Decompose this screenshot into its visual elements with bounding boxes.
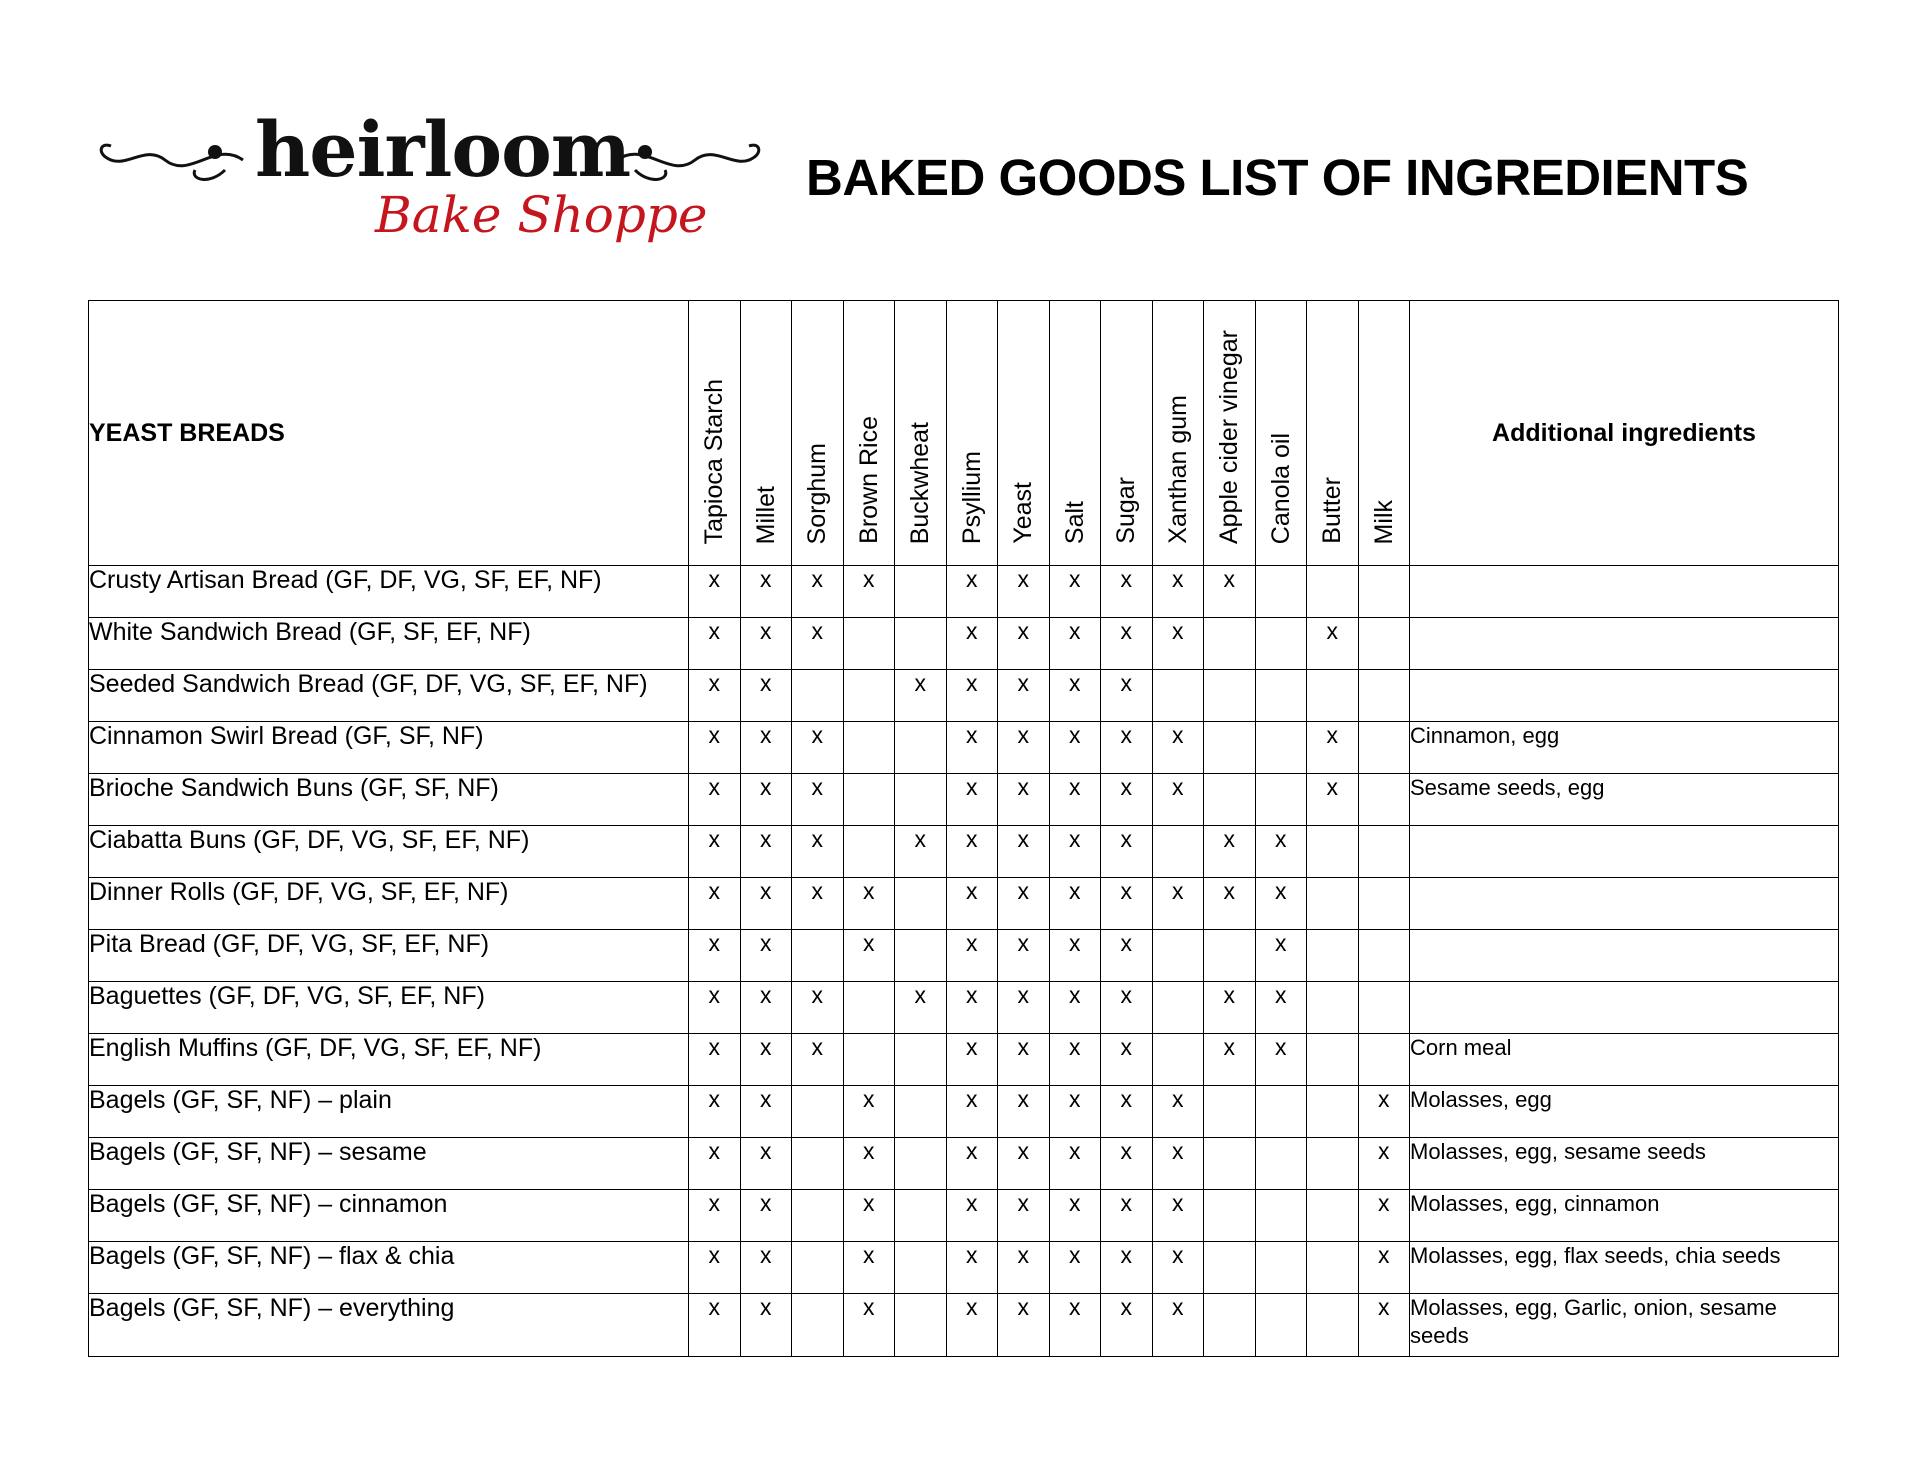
table-row	[89, 930, 1839, 982]
ingredient-mark	[1152, 826, 1204, 878]
ingredient-mark	[895, 930, 947, 982]
ingredient-mark: x	[1101, 722, 1153, 774]
ingredient-mark	[895, 1138, 947, 1190]
ingredient-mark	[895, 1294, 947, 1357]
ingredient-header	[998, 301, 1050, 566]
ingredient-mark	[1307, 1294, 1359, 1357]
table-row	[89, 878, 1839, 930]
ingredient-mark: x	[1255, 982, 1307, 1034]
ingredient-header	[1204, 301, 1256, 566]
product-name: English Muffins (GF, DF, VG, SF, EF, NF)	[89, 1034, 689, 1086]
ingredient-mark: x	[946, 618, 998, 670]
ingredient-mark: x	[843, 1242, 895, 1294]
ingredient-mark	[1204, 1242, 1256, 1294]
table-row	[89, 722, 1839, 774]
ingredient-mark: x	[998, 1034, 1050, 1086]
table-row	[89, 982, 1839, 1034]
ingredient-mark: x	[689, 670, 741, 722]
ingredient-mark: x	[1101, 1190, 1153, 1242]
ingredient-header	[843, 301, 895, 566]
ingredient-mark: x	[1101, 1294, 1153, 1357]
ingredient-mark: x	[843, 878, 895, 930]
ingredient-mark	[1204, 1294, 1256, 1357]
additional-ingredients: Corn meal	[1410, 1034, 1839, 1086]
ingredient-mark: x	[946, 930, 998, 982]
additional-ingredients: Molasses, egg, sesame seeds	[1410, 1138, 1839, 1190]
product-name: White Sandwich Bread (GF, SF, EF, NF)	[89, 618, 689, 670]
ingredient-mark: x	[946, 1086, 998, 1138]
ingredient-mark	[1255, 1294, 1307, 1357]
ingredient-mark: x	[1049, 982, 1101, 1034]
ingredient-mark	[895, 1190, 947, 1242]
additional-ingredients: Molasses, egg	[1410, 1086, 1839, 1138]
ingredient-mark: x	[1049, 1138, 1101, 1190]
ingredient-mark: x	[1152, 1294, 1204, 1357]
ingredient-mark: x	[843, 1294, 895, 1357]
ingredient-mark: x	[1152, 618, 1204, 670]
ingredient-mark	[1204, 1190, 1256, 1242]
ingredient-mark: x	[1255, 826, 1307, 878]
ingredient-mark: x	[1255, 1034, 1307, 1086]
ingredient-header	[1307, 301, 1359, 566]
ingredient-mark: x	[998, 878, 1050, 930]
ingredient-mark: x	[740, 878, 792, 930]
ingredient-mark	[1307, 1242, 1359, 1294]
ingredient-mark	[1358, 618, 1410, 670]
ingredient-mark	[1152, 930, 1204, 982]
ingredient-mark: x	[689, 1294, 741, 1357]
additional-ingredients	[1410, 618, 1839, 670]
ingredient-mark: x	[946, 722, 998, 774]
ingredient-mark	[1307, 982, 1359, 1034]
product-name: Bagels (GF, SF, NF) – plain	[89, 1086, 689, 1138]
product-name: Dinner Rolls (GF, DF, VG, SF, EF, NF)	[89, 878, 689, 930]
ingredient-mark	[1152, 670, 1204, 722]
section-label: YEAST BREADS	[89, 301, 689, 566]
ingredient-mark: x	[1358, 1086, 1410, 1138]
ingredient-mark	[1204, 930, 1256, 982]
ingredient-mark: x	[689, 1190, 741, 1242]
ingredient-mark: x	[689, 618, 741, 670]
ingredient-header-label: Sugar	[1112, 477, 1141, 544]
ingredient-mark: x	[998, 566, 1050, 618]
ingredient-mark: x	[843, 566, 895, 618]
ingredient-mark: x	[689, 982, 741, 1034]
ingredient-header-label: Milk	[1369, 499, 1398, 544]
ingredient-mark: x	[843, 930, 895, 982]
ingredient-mark	[1255, 1242, 1307, 1294]
ingredient-mark: x	[1152, 1190, 1204, 1242]
ingredient-mark: x	[1307, 774, 1359, 826]
ingredient-header	[689, 301, 741, 566]
ingredient-mark: x	[792, 566, 844, 618]
ingredient-mark: x	[1152, 878, 1204, 930]
ingredient-mark: x	[1049, 566, 1101, 618]
table-row	[89, 1190, 1839, 1242]
ingredient-mark	[1307, 930, 1359, 982]
ingredient-mark: x	[1358, 1294, 1410, 1357]
product-name: Crusty Artisan Bread (GF, DF, VG, SF, EF, NF)	[89, 566, 689, 618]
ingredient-header-label: Psyllium	[957, 450, 986, 544]
ingredient-mark: x	[946, 1294, 998, 1357]
ingredient-mark: x	[946, 1242, 998, 1294]
ingredient-mark: x	[843, 1190, 895, 1242]
additional-ingredients: Cinnamon, egg	[1410, 722, 1839, 774]
ingredient-mark: x	[998, 618, 1050, 670]
ingredient-mark	[1152, 1034, 1204, 1086]
ingredient-mark: x	[689, 1034, 741, 1086]
additional-ingredients	[1410, 982, 1839, 1034]
right-flourish-icon	[615, 130, 765, 190]
ingredient-mark	[1307, 1138, 1359, 1190]
ingredient-mark: x	[1049, 1294, 1101, 1357]
ingredient-mark	[895, 566, 947, 618]
ingredient-mark: x	[998, 1138, 1050, 1190]
ingredient-mark	[1204, 1086, 1256, 1138]
ingredient-header-label: Brown Rice	[854, 416, 883, 544]
ingredient-mark: x	[792, 1034, 844, 1086]
ingredient-header-label: Tapioca Starch	[700, 378, 729, 544]
ingredient-mark: x	[740, 1242, 792, 1294]
ingredient-mark	[843, 618, 895, 670]
ingredient-mark	[1255, 1190, 1307, 1242]
ingredient-mark: x	[998, 1190, 1050, 1242]
ingredient-mark	[895, 774, 947, 826]
ingredient-mark	[792, 1294, 844, 1357]
ingredient-mark: x	[740, 722, 792, 774]
ingredient-mark: x	[1101, 930, 1153, 982]
ingredient-mark: x	[740, 774, 792, 826]
table-row	[89, 618, 1839, 670]
ingredient-mark	[843, 670, 895, 722]
ingredient-mark	[895, 1086, 947, 1138]
ingredient-header-label: Yeast	[1009, 482, 1038, 544]
left-flourish-icon	[95, 130, 245, 190]
product-name: Brioche Sandwich Buns (GF, SF, NF)	[89, 774, 689, 826]
ingredient-mark: x	[1204, 826, 1256, 878]
ingredient-header	[1049, 301, 1101, 566]
ingredient-mark: x	[1152, 1138, 1204, 1190]
ingredient-mark: x	[1307, 618, 1359, 670]
table-row	[89, 566, 1839, 618]
ingredient-mark: x	[792, 618, 844, 670]
ingredient-mark: x	[1049, 930, 1101, 982]
ingredient-mark	[1255, 566, 1307, 618]
ingredient-mark: x	[946, 566, 998, 618]
ingredient-mark: x	[1358, 1242, 1410, 1294]
ingredient-header	[895, 301, 947, 566]
table-row	[89, 826, 1839, 878]
ingredient-mark: x	[1101, 618, 1153, 670]
ingredient-mark	[895, 878, 947, 930]
ingredient-mark: x	[946, 1138, 998, 1190]
ingredient-mark: x	[1152, 774, 1204, 826]
additional-ingredients	[1410, 930, 1839, 982]
ingredient-mark	[1307, 670, 1359, 722]
ingredient-mark	[1307, 1086, 1359, 1138]
ingredient-mark: x	[1101, 670, 1153, 722]
product-name: Bagels (GF, SF, NF) – flax & chia	[89, 1242, 689, 1294]
ingredient-mark: x	[1358, 1138, 1410, 1190]
ingredient-header	[1101, 301, 1153, 566]
ingredient-mark	[792, 670, 844, 722]
ingredient-mark: x	[740, 1138, 792, 1190]
product-name: Bagels (GF, SF, NF) – sesame	[89, 1138, 689, 1190]
ingredient-mark	[1358, 826, 1410, 878]
ingredient-mark	[1255, 774, 1307, 826]
ingredient-mark	[1358, 878, 1410, 930]
ingredient-mark	[1152, 982, 1204, 1034]
ingredient-header-label: Butter	[1318, 477, 1347, 544]
ingredient-mark	[1358, 566, 1410, 618]
ingredient-mark: x	[1049, 722, 1101, 774]
product-name: Ciabatta Buns (GF, DF, VG, SF, EF, NF)	[89, 826, 689, 878]
ingredient-mark: x	[689, 930, 741, 982]
table-row	[89, 1138, 1839, 1190]
ingredient-mark	[1204, 722, 1256, 774]
ingredient-mark: x	[1204, 1034, 1256, 1086]
ingredient-mark: x	[946, 1190, 998, 1242]
ingredient-mark: x	[1204, 982, 1256, 1034]
ingredient-header-label: Apple cider vinegar	[1215, 329, 1244, 544]
ingredient-mark: x	[740, 618, 792, 670]
ingredient-mark	[895, 1242, 947, 1294]
ingredient-mark: x	[946, 1034, 998, 1086]
ingredient-mark: x	[740, 670, 792, 722]
bake-shoppe-logo	[95, 105, 755, 262]
ingredient-mark	[1255, 618, 1307, 670]
ingredient-mark	[1307, 826, 1359, 878]
ingredient-mark: x	[792, 982, 844, 1034]
ingredient-mark	[843, 826, 895, 878]
ingredient-mark: x	[895, 982, 947, 1034]
ingredient-header	[1255, 301, 1307, 566]
ingredient-mark: x	[792, 774, 844, 826]
ingredient-mark: x	[689, 1086, 741, 1138]
ingredient-mark	[1358, 774, 1410, 826]
ingredient-mark: x	[998, 1086, 1050, 1138]
ingredient-mark: x	[1049, 1086, 1101, 1138]
table-row	[89, 670, 1839, 722]
ingredient-mark: x	[998, 982, 1050, 1034]
product-name: Seeded Sandwich Bread (GF, DF, VG, SF, EF, NF)	[89, 670, 689, 722]
ingredient-mark: x	[1101, 878, 1153, 930]
ingredient-mark: x	[946, 826, 998, 878]
product-name: Cinnamon Swirl Bread (GF, SF, NF)	[89, 722, 689, 774]
additional-ingredients	[1410, 566, 1839, 618]
ingredient-mark: x	[998, 774, 1050, 826]
ingredient-mark	[1358, 982, 1410, 1034]
ingredient-mark: x	[740, 930, 792, 982]
ingredient-mark: x	[1049, 826, 1101, 878]
ingredient-mark	[792, 1086, 844, 1138]
ingredient-mark: x	[740, 1294, 792, 1357]
ingredient-mark: x	[1049, 878, 1101, 930]
additional-ingredients: Molasses, egg, flax seeds, chia seeds	[1410, 1242, 1839, 1294]
ingredient-mark: x	[1049, 1034, 1101, 1086]
additional-ingredients: Sesame seeds, egg	[1410, 774, 1839, 826]
ingredient-mark: x	[689, 1242, 741, 1294]
product-name: Bagels (GF, SF, NF) – cinnamon	[89, 1190, 689, 1242]
ingredient-mark: x	[689, 774, 741, 826]
ingredient-mark	[843, 982, 895, 1034]
ingredient-mark: x	[1204, 878, 1256, 930]
ingredient-mark: x	[792, 826, 844, 878]
ingredient-mark	[1307, 878, 1359, 930]
ingredient-mark: x	[843, 1138, 895, 1190]
ingredient-mark	[1204, 1138, 1256, 1190]
logo-wordmark: heirloom	[255, 105, 631, 194]
additional-ingredients-header: Additional ingredients	[1410, 301, 1839, 566]
ingredient-mark: x	[1049, 1190, 1101, 1242]
ingredient-mark: x	[1152, 566, 1204, 618]
ingredient-mark: x	[689, 722, 741, 774]
ingredient-mark	[1307, 1190, 1359, 1242]
ingredient-mark: x	[1255, 878, 1307, 930]
ingredient-mark: x	[689, 1138, 741, 1190]
ingredient-mark: x	[740, 826, 792, 878]
additional-ingredients	[1410, 670, 1839, 722]
ingredient-mark: x	[998, 826, 1050, 878]
ingredient-mark: x	[946, 774, 998, 826]
ingredient-mark: x	[792, 878, 844, 930]
ingredient-mark: x	[1049, 774, 1101, 826]
ingredient-mark: x	[998, 1242, 1050, 1294]
ingredient-mark: x	[1255, 930, 1307, 982]
ingredient-header	[792, 301, 844, 566]
table-row	[89, 1242, 1839, 1294]
ingredient-mark: x	[895, 826, 947, 878]
ingredient-mark	[1255, 670, 1307, 722]
ingredient-mark: x	[998, 1294, 1050, 1357]
ingredient-header-label: Canola oil	[1266, 432, 1295, 544]
ingredient-mark: x	[946, 670, 998, 722]
ingredient-mark: x	[740, 1086, 792, 1138]
ingredients-table	[88, 300, 1839, 1357]
ingredient-mark	[1307, 566, 1359, 618]
ingredient-mark	[895, 1034, 947, 1086]
ingredient-mark: x	[740, 1034, 792, 1086]
ingredient-mark: x	[1049, 670, 1101, 722]
ingredient-mark	[843, 722, 895, 774]
ingredient-mark	[895, 618, 947, 670]
product-name: Baguettes (GF, DF, VG, SF, EF, NF)	[89, 982, 689, 1034]
ingredient-mark: x	[689, 826, 741, 878]
ingredient-mark: x	[1101, 774, 1153, 826]
ingredient-mark: x	[740, 566, 792, 618]
ingredient-mark: x	[946, 878, 998, 930]
product-name: Bagels (GF, SF, NF) – everything	[89, 1294, 689, 1357]
ingredient-header-label: Salt	[1060, 500, 1089, 544]
ingredient-mark: x	[1101, 1242, 1153, 1294]
ingredient-mark: x	[843, 1086, 895, 1138]
ingredient-mark: x	[895, 670, 947, 722]
ingredient-mark: x	[998, 722, 1050, 774]
logo-subtitle: Bake Shoppe	[375, 186, 708, 244]
ingredient-mark: x	[740, 982, 792, 1034]
ingredient-mark	[843, 774, 895, 826]
table-row	[89, 774, 1839, 826]
ingredient-mark: x	[1049, 1242, 1101, 1294]
ingredient-mark	[1255, 1086, 1307, 1138]
table-row	[89, 1294, 1839, 1357]
ingredient-mark	[895, 722, 947, 774]
ingredient-mark	[1204, 618, 1256, 670]
ingredient-mark	[792, 1242, 844, 1294]
ingredient-mark: x	[1204, 566, 1256, 618]
ingredient-mark	[792, 930, 844, 982]
ingredient-header-label: Xanthan gum	[1163, 395, 1192, 544]
document-title: BAKED GOODS LIST OF INGREDIENTS	[806, 149, 1749, 206]
ingredient-mark: x	[1101, 826, 1153, 878]
ingredient-mark	[1204, 774, 1256, 826]
table-row	[89, 1034, 1839, 1086]
ingredient-mark: x	[998, 670, 1050, 722]
ingredient-mark	[1358, 930, 1410, 982]
table-row	[89, 1086, 1839, 1138]
ingredient-header-label: Buckwheat	[906, 421, 935, 544]
ingredient-mark: x	[1152, 1242, 1204, 1294]
ingredient-mark	[1358, 722, 1410, 774]
additional-ingredients: Molasses, egg, cinnamon	[1410, 1190, 1839, 1242]
ingredient-mark: x	[689, 566, 741, 618]
additional-ingredients	[1410, 826, 1839, 878]
ingredient-mark: x	[998, 930, 1050, 982]
ingredient-mark	[1255, 722, 1307, 774]
ingredient-mark: x	[1049, 618, 1101, 670]
ingredient-header	[1152, 301, 1204, 566]
ingredient-mark	[792, 1138, 844, 1190]
ingredient-header	[946, 301, 998, 566]
ingredient-mark	[1307, 1034, 1359, 1086]
ingredient-mark	[1358, 1034, 1410, 1086]
ingredient-mark: x	[946, 982, 998, 1034]
ingredient-mark: x	[689, 878, 741, 930]
ingredient-mark: x	[1152, 722, 1204, 774]
ingredient-header-label: Millet	[751, 485, 780, 544]
ingredient-header	[740, 301, 792, 566]
ingredient-mark	[792, 1190, 844, 1242]
ingredient-mark: x	[1358, 1190, 1410, 1242]
additional-ingredients: Molasses, egg, Garlic, onion, sesame seeds	[1410, 1294, 1839, 1357]
ingredient-mark	[843, 1034, 895, 1086]
ingredient-mark	[1255, 1138, 1307, 1190]
ingredient-mark	[1358, 670, 1410, 722]
ingredient-mark: x	[1101, 566, 1153, 618]
ingredient-mark: x	[792, 722, 844, 774]
ingredient-mark: x	[1101, 1086, 1153, 1138]
ingredient-mark: x	[1101, 1034, 1153, 1086]
additional-ingredients	[1410, 878, 1839, 930]
ingredient-mark: x	[740, 1190, 792, 1242]
ingredient-header-label: Sorghum	[803, 442, 832, 544]
ingredient-mark: x	[1307, 722, 1359, 774]
ingredient-mark: x	[1101, 1138, 1153, 1190]
ingredient-header	[1358, 301, 1410, 566]
ingredient-mark	[1204, 670, 1256, 722]
ingredient-mark: x	[1101, 982, 1153, 1034]
product-name: Pita Bread (GF, DF, VG, SF, EF, NF)	[89, 930, 689, 982]
ingredient-mark: x	[1152, 1086, 1204, 1138]
